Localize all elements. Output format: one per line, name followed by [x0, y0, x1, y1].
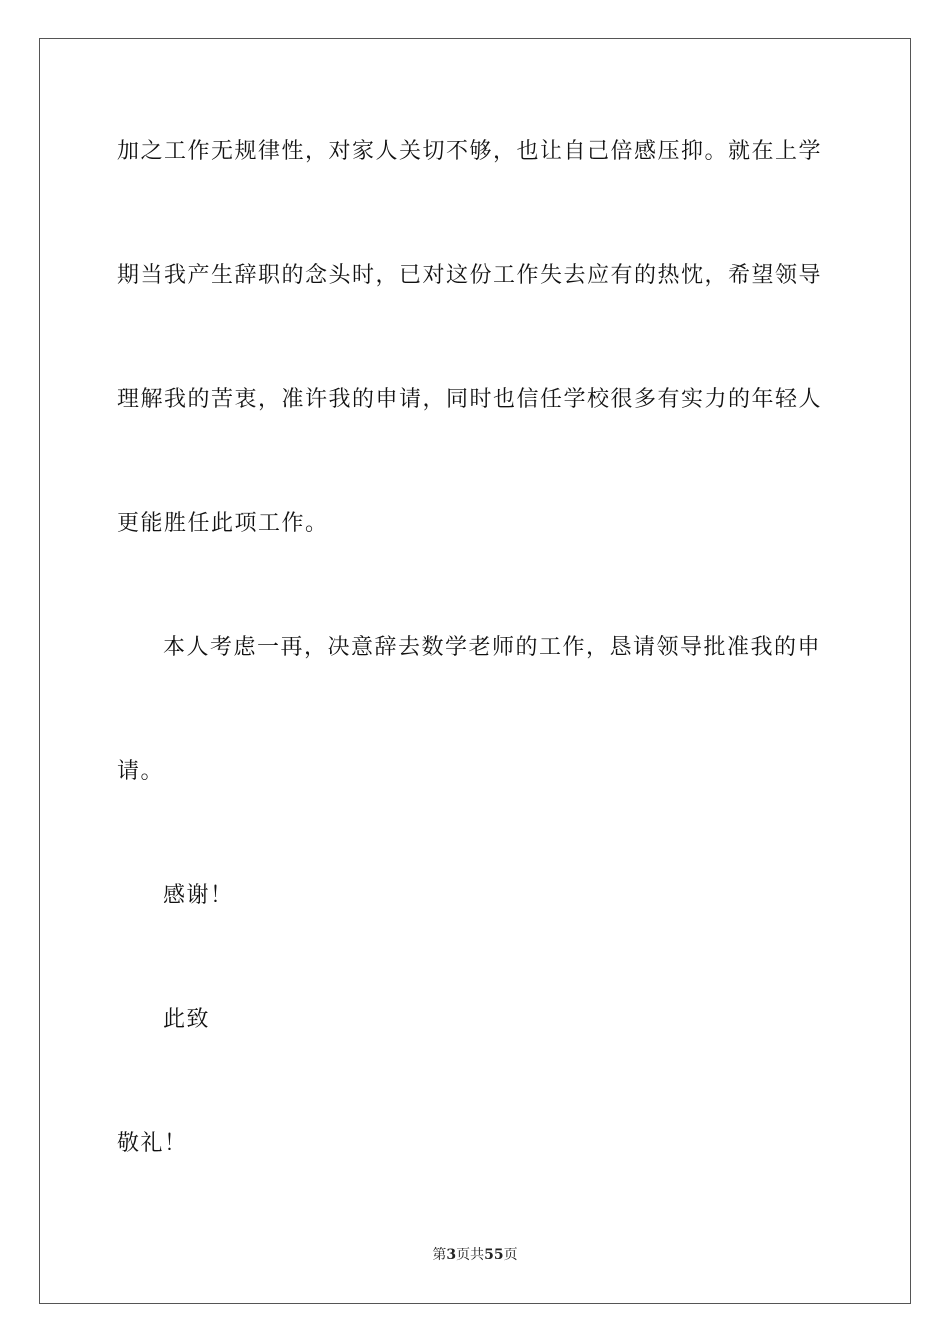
paragraph-line-3: 理解我的苦衷，准许我的申请，同时也信任学校很多有实力的年轻人	[117, 387, 823, 412]
page-suffix: 页	[456, 1247, 471, 1263]
thanks-line: 感谢！	[163, 883, 234, 908]
paragraph-line-2: 期当我产生辞职的念头时，已对这份工作失去应有的热忱，希望领导	[117, 263, 823, 288]
page-prefix: 第	[432, 1247, 447, 1263]
paragraph-line-6: 请。	[117, 759, 165, 784]
page-border	[39, 38, 911, 1304]
total-suffix: 页	[503, 1247, 518, 1263]
closing-line: 此致	[163, 1007, 211, 1032]
page-footer	[0, 1246, 950, 1264]
salutation-line: 敬礼！	[117, 1131, 188, 1156]
page-number: 3	[446, 1247, 457, 1263]
paragraph-line-5: 本人考虑一再，决意辞去数学老师的工作，恳请领导批准我的申	[163, 635, 822, 660]
total-pages: 55	[484, 1247, 504, 1263]
paragraph-line-1: 加之工作无规律性，对家人关切不够，也让自己倍感压抑。就在上学	[117, 139, 823, 164]
paragraph-line-4: 更能胜任此项工作。	[117, 511, 329, 536]
total-prefix: 共	[470, 1247, 485, 1263]
